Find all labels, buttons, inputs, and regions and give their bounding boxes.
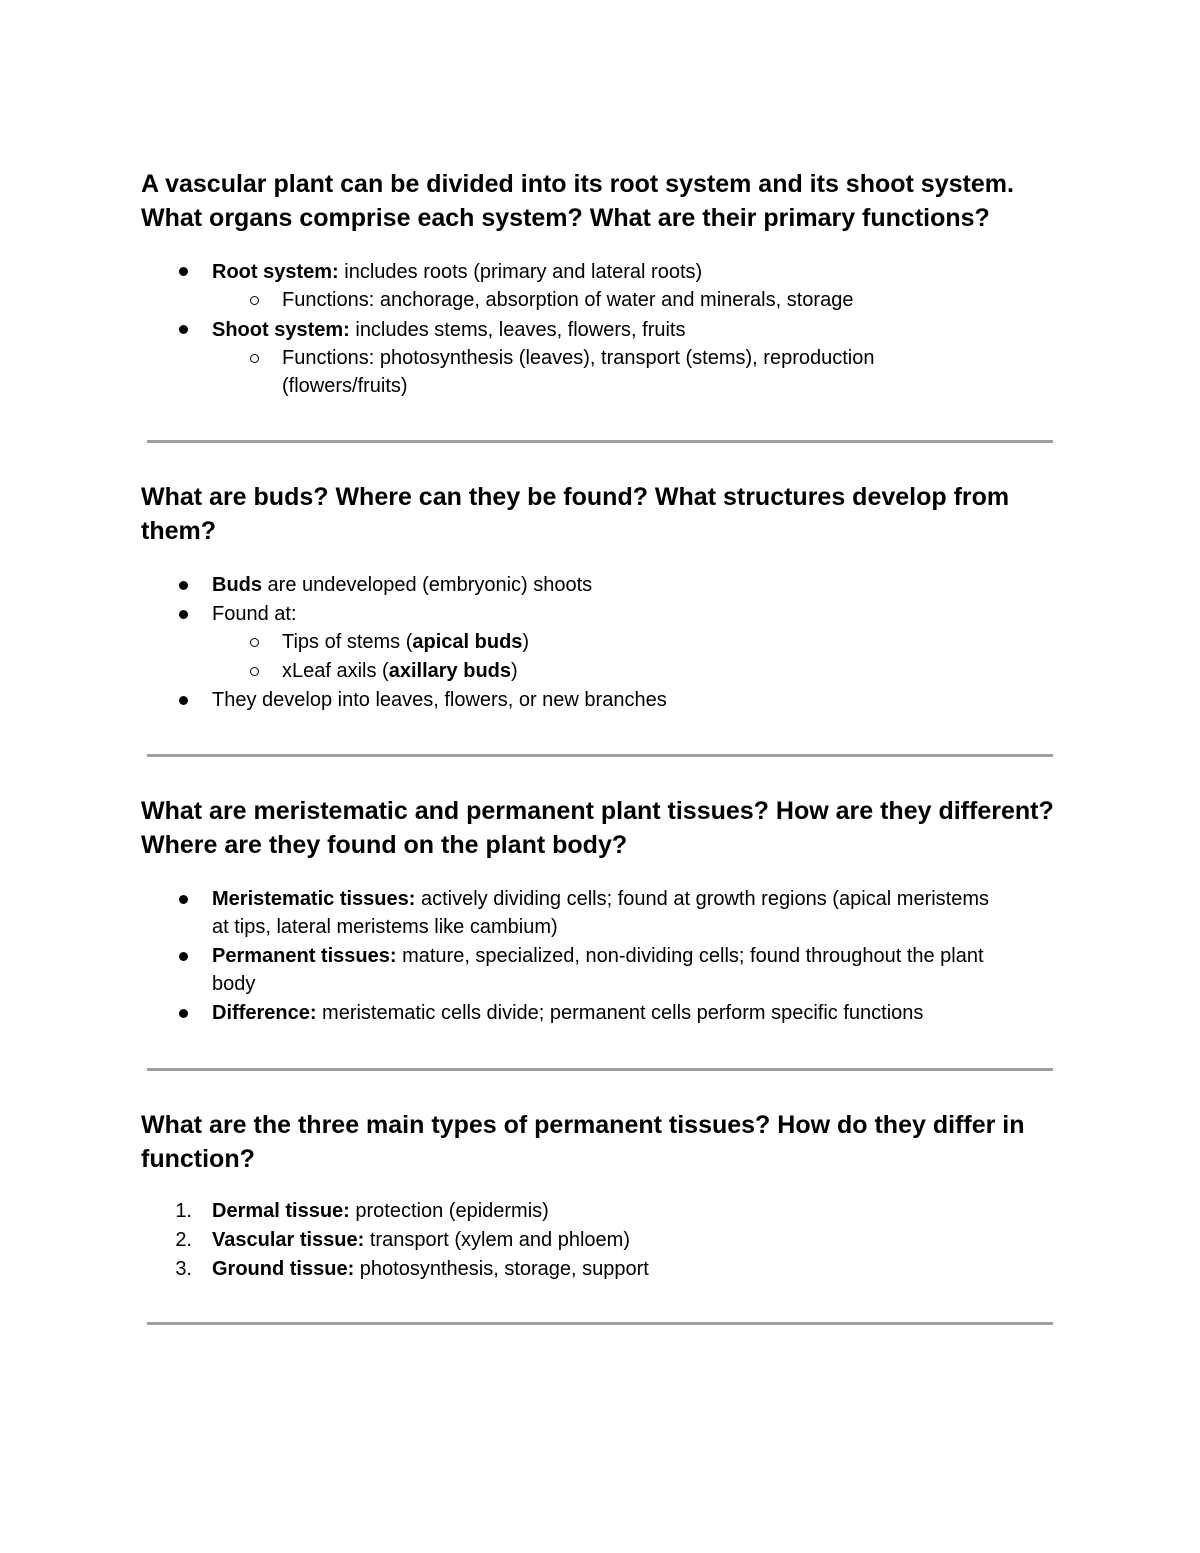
horizontal-divider (147, 440, 1053, 443)
bullet-circle (250, 638, 259, 647)
list-number: 1. (175, 1200, 192, 1222)
question-heading-1: A vascular plant can be divided into its root system and its shoot system. What organs comprise each system? What are their primary functions? (141, 170, 1014, 232)
list-item (212, 999, 923, 1027)
list-item (212, 1255, 649, 1283)
item-label: axillary buds (388, 660, 511, 682)
bullet-disc (179, 895, 188, 904)
item-text: Functions: photosynthesis (leaves), transport (stems), reproduction (282, 347, 875, 369)
item-label: Difference: (212, 1002, 317, 1024)
item-label: Buds (212, 574, 262, 596)
item-label: Vascular tissue: (212, 1229, 365, 1251)
question-heading-2: What are buds? Where can they be found? What structures develop from them? (141, 483, 1010, 545)
item-label: apical buds (412, 631, 523, 653)
list-item (212, 571, 592, 599)
list-item (282, 628, 529, 656)
horizontal-divider (147, 1068, 1053, 1071)
item-label: Ground tissue: (212, 1258, 355, 1280)
item-label: Meristematic tissues: (212, 888, 416, 910)
list-item (212, 686, 667, 714)
item-text: body (212, 973, 256, 995)
bullet-disc (179, 1009, 188, 1018)
item-text: protection (epidermis) (349, 1200, 549, 1222)
list-item (212, 942, 984, 970)
item-text: Functions: anchorage, absorption of water and minerals, storage (282, 289, 854, 311)
item-text: includes roots (primary and lateral roots) (338, 261, 703, 283)
bullet-disc (179, 610, 188, 619)
item-label: Dermal tissue: (212, 1200, 350, 1222)
item-text: They develop into leaves, flowers, or new branches (212, 689, 667, 711)
list-number: 3. (175, 1258, 192, 1280)
item-text: actively dividing cells; found at growth regions (apical meristems (415, 888, 990, 910)
question-heading-4: What are the three main types of permanent tissues? How do they differ in function? (141, 1111, 1025, 1173)
item-text: includes stems, leaves, flowers, fruits (349, 319, 686, 341)
item-text: at tips, lateral meristems like cambium) (212, 916, 558, 938)
bullet-disc (179, 325, 188, 334)
list-number: 2. (175, 1229, 192, 1251)
list-item (282, 344, 874, 372)
list-item-continuation (282, 372, 408, 400)
bullet-disc (179, 267, 188, 276)
list-item-continuation (212, 970, 255, 998)
item-text: mature, specialized, non-dividing cells; found throughout the plant (396, 945, 984, 967)
item-label: Shoot system: (212, 319, 350, 341)
bullet-circle (250, 354, 259, 363)
list-item (212, 316, 686, 344)
horizontal-divider (147, 754, 1053, 757)
list-item-continuation (212, 913, 558, 941)
item-text: photosynthesis, storage, support (354, 1258, 649, 1280)
item-text: (flowers/fruits) (282, 375, 408, 397)
item-text: ) (522, 631, 530, 653)
item-text: Tips of stems ( (282, 631, 413, 653)
item-text: xLeaf axils ( (282, 660, 389, 682)
bullet-disc (179, 581, 188, 590)
list-item (212, 1226, 630, 1254)
bullet-disc (179, 952, 188, 961)
item-label: Permanent tissues: (212, 945, 397, 967)
bullet-disc (179, 696, 188, 705)
list-item (282, 657, 518, 685)
horizontal-divider (147, 1322, 1053, 1325)
list-item (282, 286, 853, 314)
list-item (212, 1197, 549, 1225)
list-item (212, 258, 702, 286)
item-text: Found at: (212, 603, 297, 625)
item-text: ) (511, 660, 518, 682)
item-label: Root system: (212, 261, 339, 283)
item-text: transport (xylem and phloem) (364, 1229, 630, 1251)
item-text: meristematic cells divide; permanent cells perform specific functions (316, 1002, 924, 1024)
bullet-circle (250, 296, 259, 305)
bullet-circle (250, 667, 259, 676)
list-item (212, 885, 989, 913)
item-text: are undeveloped (embryonic) shoots (262, 574, 593, 596)
question-heading-3: What are meristematic and permanent plant tissues? How are they different? Where are they found on the plant body? (141, 797, 1054, 859)
list-item (212, 600, 297, 628)
